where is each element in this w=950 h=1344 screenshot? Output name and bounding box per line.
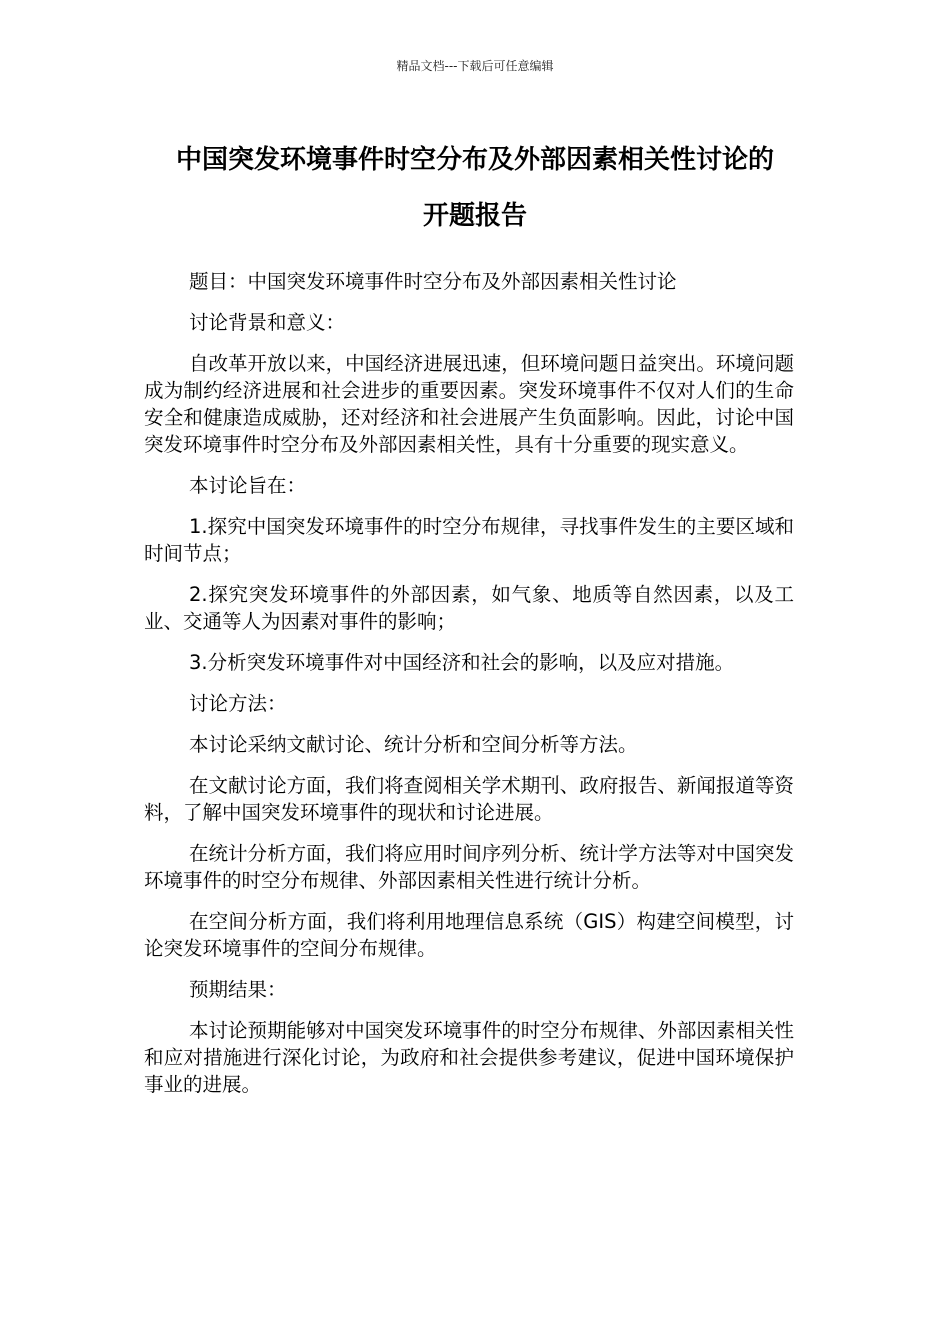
aim-item-2: 2.探究突发环境事件的外部因素，如气象、地质等自然因素，以及工业、交通等人为因素对事件的影响； [144,583,794,633]
paragraph-expected: 本讨论预期能够对中国突发环境事件的时空分布规律、外部因素相关性和应对措施进行深化讨论，为政府和社会提供参考建议，促进中国环境保护事业的进展。 [144,1019,794,1096]
document-title [140,132,810,244]
aim-item-3: 3.分析突发环境事件对中国经济和社会的影响，以及应对措施。 [189,651,735,674]
document-title-line-2: 开题报告 [422,201,527,231]
section-heading-background: 讨论背景和意义： [189,311,346,334]
document-body [144,268,794,1112]
header-note: 精品文档---下载后可任意编辑 [396,59,554,73]
document-title-line-1: 中国突发环境事件时空分布及外部因素相关性讨论的 [175,145,774,175]
paragraph-background: 自改革开放以来，中国经济进展迅速，但环境问题日益突出。环境问题成为制约经济进展和社会进步的重要因素。突发环境事件不仅对人们的生命安全和健康造成威胁，还对经济和社会进展产生负面影响。因此，讨论中国突发环境事件时空分布及外部因素相关性，具有十分重要的现实意义。 [144,352,794,456]
topic-line: 题目：中国突发环境事件时空分布及外部因素相关性讨论 [189,270,677,293]
paragraph-literature: 在文献讨论方面，我们将查阅相关学术期刊、政府报告、新闻报道等资料，了解中国突发环境事件的现状和讨论进展。 [144,774,794,824]
paragraph-methods-overview: 本讨论采纳文献讨论、统计分析和空间分析等方法。 [189,733,638,756]
section-heading-methods: 讨论方法： [189,692,287,715]
aim-item-1: 1.探究中国突发环境事件的时空分布规律，寻找事件发生的主要区域和时间节点； [144,515,794,565]
paragraph-spatial: 在空间分析方面，我们将利用地理信息系统（GIS）构建空间模型，讨论突发环境事件的空间分布规律。 [144,910,794,960]
paragraph-statistics: 在统计分析方面，我们将应用时间序列分析、统计学方法等对中国突发环境事件的时空分布规律、外部因素相关性进行统计分析。 [144,842,794,892]
section-heading-aims: 本讨论旨在： [189,474,307,497]
section-heading-expected: 预期结果： [189,978,287,1001]
